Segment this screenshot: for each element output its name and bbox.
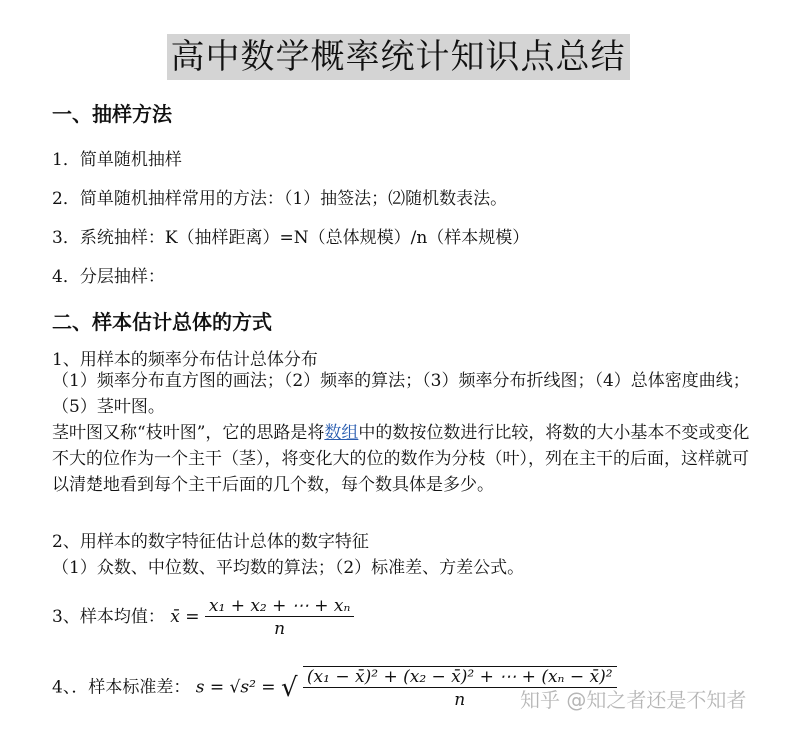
title-wrapper [0,34,796,80]
stem-prefix: 茎叶图又称“枝叶图”，它的思路是将 [52,423,325,443]
mean-lhs: x̄ = [170,607,200,627]
subsection-2-items: （1）众数、中位数、平均数的算法；（2）标准差、方差公式。 [52,558,525,578]
std-lhs: s = √s² = [195,677,276,698]
subsection-1-items: （1）频率分布直方图的画法；（2）频率的算法；（3）频率分布折线图；（4）总体密度曲线；（5）茎叶图。 [52,371,750,417]
std-label: 4、．样本标准差： [52,677,191,698]
list-item: 4．分层抽样： [52,267,165,287]
page-title: 高中数学概率统计知识点总结 [167,34,630,80]
list-item: 1．简单随机抽样 [52,150,182,170]
section1-heading: 一、抽样方法 [52,102,172,126]
array-link[interactable]: 数组 [324,423,359,443]
stem-leaf-paragraph [52,420,752,498]
subsection-2-title: 2、用样本的数字特征估计总体的数字特征 [52,532,369,552]
list-item: 2．简单随机抽样常用的方法：（1）抽签法；⑵随机数表法。 [52,189,508,209]
stem-suffix: 中的数按位数进行比较，将数的大小基本不变或变化不大的位作为一个主干（茎），将变化大的位的数作为分枝（叶），列在主干的后面，这样就可以清楚地看到每个主干后面的几个数，每个数具体是多少。 [52,423,750,495]
subsection-1-title: 1、用样本的频率分布估计总体分布 [52,350,318,370]
mean-denominator: n [274,619,286,639]
section2-heading: 二、样本估计总体的方式 [52,310,272,334]
sqrt-sign-icon: √ [280,673,298,703]
mean-label: 3、样本均值： [52,607,165,627]
watermark: 知乎 @知之者还是不知者 [520,688,747,712]
std-numerator: (x₁ − x̄)² + (x₂ − x̄)² + ⋯ + (xₙ − x̄)² [303,667,617,688]
mean-numerator: x₁ + x₂ + ⋯ + xₙ [205,596,354,617]
mean-formula [52,596,354,639]
mean-fraction [205,596,354,639]
list-item: 3．系统抽样：K（抽样距离）=N（总体规模）/n（样本规模） [52,228,530,248]
std-denominator: n [454,690,466,710]
